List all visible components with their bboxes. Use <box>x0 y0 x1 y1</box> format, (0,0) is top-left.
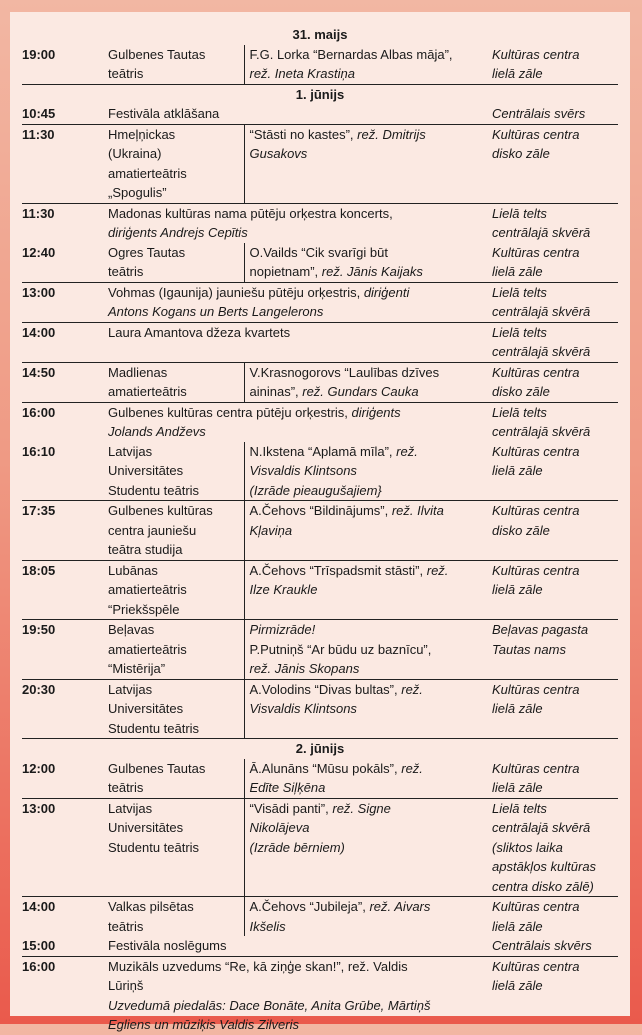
italic-text: disko zāle <box>492 146 550 161</box>
italic-text: lielā zāle <box>492 978 543 993</box>
performer-line: centra jauniešu <box>108 522 197 538</box>
text: A.Čehovs “Bildinājums”, <box>249 503 392 518</box>
play-line <box>250 45 491 65</box>
event-cell <box>108 956 490 1035</box>
italic-text: Kultūras centra <box>492 681 580 697</box>
text: Ā.Alunāns “Mūsu pokāls”, <box>249 760 402 776</box>
schedule-row <box>22 956 618 1035</box>
text: P.Putniņš “Ar būdu uz baznīcu”, <box>249 641 432 657</box>
event-cell <box>108 936 490 956</box>
text: “Stāsti no kastes”, <box>249 126 358 142</box>
venue-line <box>492 521 618 541</box>
performer-cell <box>108 620 244 680</box>
italic-text: rež. Gundars Cauka <box>302 384 419 399</box>
venue-line <box>492 838 618 858</box>
italic-text: rež. <box>401 681 423 697</box>
italic-text: Uzvedumā piedalās: Dace Bonāte, Anita Grūbe, Mārtiņš <box>108 997 431 1013</box>
venue-line <box>492 857 618 877</box>
performer-cell <box>108 362 244 402</box>
venue-line <box>492 680 618 700</box>
schedule-row <box>22 203 618 243</box>
play-line <box>250 481 491 501</box>
venue-line <box>492 897 618 917</box>
schedule-row <box>22 560 618 620</box>
text: aininas”, <box>249 384 303 399</box>
venue-line <box>492 699 618 719</box>
play-cell <box>244 798 490 897</box>
time-cell: 11:30 <box>22 124 108 203</box>
time-cell: 13:00 <box>22 798 108 897</box>
italic-text: Jolands Andževs <box>108 424 206 439</box>
italic-text: centrālajā skvērā <box>492 225 591 240</box>
event-line <box>108 204 490 224</box>
text: A.Čehovs “Jubileja”, <box>249 899 370 914</box>
venue-line <box>492 104 618 124</box>
italic-text: Kļaviņa <box>249 522 293 538</box>
performer-cell <box>108 560 244 620</box>
venue-cell <box>490 442 618 501</box>
venue-cell <box>490 679 618 739</box>
italic-text: Kultūras centra <box>492 364 580 380</box>
italic-text: rež. Dmitrijs <box>357 126 426 142</box>
performer-cell <box>108 45 244 85</box>
play-cell <box>244 124 490 203</box>
time-cell: 14:00 <box>22 897 108 937</box>
italic-text: rež. Jānis Skopans <box>249 661 360 676</box>
italic-text: disko zāle <box>492 522 550 538</box>
italic-text: Lielā telts <box>492 404 547 420</box>
italic-text: Pirmizrāde! <box>249 622 316 637</box>
italic-text: Edīte Siļķēna <box>249 780 326 795</box>
italic-text: Ikšelis <box>249 918 286 934</box>
text: nopietnam”, <box>249 264 322 279</box>
text: Gulbenes kultūras centra pūtēju orķestris, <box>108 404 352 420</box>
venue-line <box>492 620 618 640</box>
venue-line <box>492 561 618 581</box>
play-line <box>250 759 491 779</box>
event-note <box>108 1015 490 1035</box>
italic-text: Nikolājeva <box>249 820 310 835</box>
play-cell <box>244 620 490 680</box>
venue-line <box>492 323 618 343</box>
schedule-row <box>22 362 618 402</box>
time-cell: 18:05 <box>22 560 108 620</box>
play-cell <box>244 759 490 799</box>
italic-text: centrālajā skvērā <box>492 344 591 359</box>
text: V.Krasnogorovs “Laulības dzīves <box>249 364 440 380</box>
time-cell: 20:30 <box>22 679 108 739</box>
performer-line: Gulbenes Tautas <box>108 46 206 62</box>
text: Laura Amantova džeza kvartets <box>108 324 291 340</box>
play-cell <box>244 560 490 620</box>
time-cell: 14:00 <box>22 322 108 362</box>
italic-text: Lielā telts <box>492 205 547 221</box>
italic-text: Kultūras centra <box>492 760 580 776</box>
venue-cell <box>490 203 618 243</box>
schedule-row <box>22 442 618 501</box>
venue-line <box>492 976 618 996</box>
play-line <box>250 580 491 600</box>
event-line <box>108 104 490 124</box>
play-cell <box>244 442 490 501</box>
play-line <box>250 243 491 263</box>
performer-line: teātris <box>108 918 144 934</box>
time-cell: 15:00 <box>22 938 56 953</box>
time-cell: 12:00 <box>22 760 56 776</box>
performer-line: Universitātes <box>108 820 184 835</box>
italic-text: rež. Ilvita <box>391 503 444 518</box>
time-cell: 10:45 <box>22 106 56 121</box>
time-cell: 16:10 <box>22 443 56 459</box>
play-cell <box>244 362 490 402</box>
event-line <box>108 936 490 956</box>
italic-text: Kultūras centra <box>492 958 580 974</box>
venue-line <box>492 818 618 838</box>
performer-line: Latvijas <box>108 800 153 816</box>
performer-line: Lubānas <box>108 562 158 578</box>
venue-line <box>492 580 618 600</box>
italic-text: (sliktos laika <box>492 839 563 855</box>
italic-text: diriģents <box>351 404 401 420</box>
schedule-row <box>22 897 618 937</box>
performer-line: Madlienas <box>108 364 168 380</box>
italic-text: disko zāle <box>492 384 550 399</box>
schedule-row <box>22 322 618 362</box>
schedule-row <box>22 501 618 561</box>
italic-text: lielā zāle <box>492 918 543 934</box>
performer-line: Studentu teātris <box>108 839 200 855</box>
text: Muzikāls uzvedums “Re, kā ziņģe skan!”, rež. Valdis <box>108 958 408 974</box>
performer-line: amatierteātris <box>108 384 187 399</box>
italic-text: Gusakovs <box>249 146 308 161</box>
italic-text: Ilze Kraukle <box>249 582 318 597</box>
italic-text: rež. Aivars <box>369 899 431 914</box>
performer-line: “Priekšspēle <box>108 601 180 617</box>
venue-line <box>492 403 618 423</box>
event-cell <box>108 203 490 243</box>
performer-line: teātris <box>108 66 144 81</box>
italic-text: Lielā telts <box>492 284 547 300</box>
italic-text: rež. Signe <box>332 800 391 816</box>
italic-text: Lielā telts <box>492 800 547 816</box>
performer-line: amatierteātris <box>108 165 187 181</box>
day-header-row <box>22 84 618 104</box>
event-cell <box>108 104 490 124</box>
play-line <box>250 680 491 700</box>
italic-text: Kultūras centra <box>492 503 580 518</box>
event-line <box>108 323 490 343</box>
play-line <box>250 799 491 819</box>
venue-line <box>492 125 618 145</box>
schedule-row <box>22 243 618 283</box>
event-cell <box>108 322 490 362</box>
venue-cell <box>490 560 618 620</box>
schedule-row <box>22 936 618 956</box>
italic-text: Tautas nams <box>492 641 566 657</box>
venue-cell <box>490 936 618 956</box>
performer-line: Universitātes <box>108 463 184 478</box>
event-line <box>108 976 490 996</box>
italic-text: lielā zāle <box>492 582 543 597</box>
performer-line: Gulbenes kultūras <box>108 503 213 518</box>
play-line <box>250 382 491 402</box>
italic-text: Kultūras centra <box>492 443 580 459</box>
venue-line <box>492 262 618 282</box>
performer-cell <box>108 679 244 739</box>
time-cell: 16:00 <box>22 956 108 1035</box>
play-line <box>250 461 491 481</box>
italic-text: Centrālais skvērs <box>492 938 592 953</box>
venue-cell <box>490 501 618 561</box>
italic-text: Kultūras centra <box>492 46 580 62</box>
day-header: 1. jūnijs <box>22 84 618 104</box>
play-line <box>250 838 491 858</box>
venue-line <box>492 64 618 84</box>
time-cell: 12:40 <box>22 244 56 260</box>
text: Vohmas (Igaunija) jauniešu pūtēju orķestris, <box>108 284 364 300</box>
time-cell: 11:30 <box>22 203 108 243</box>
italic-text: Beļavas pagasta <box>492 622 589 637</box>
performer-line: “Mistērija” <box>108 661 166 676</box>
schedule-row <box>22 620 618 680</box>
performer-line: Studentu teātris <box>108 482 200 498</box>
venue-cell <box>490 798 618 897</box>
venue-cell <box>490 322 618 362</box>
italic-text: lielā zāle <box>492 701 543 716</box>
play-cell <box>244 243 490 283</box>
performer-line: Ogres Tautas <box>108 244 186 260</box>
italic-text: Visvaldis Klintsons <box>249 701 357 716</box>
event-note <box>108 996 490 1016</box>
play-line <box>250 125 491 145</box>
italic-text: rež. <box>426 562 449 578</box>
time-cell: 17:35 <box>22 501 108 561</box>
play-line <box>250 262 491 282</box>
venue-line <box>492 45 618 65</box>
italic-text: rež. Ineta Krastiņa <box>249 66 355 81</box>
schedule-row <box>22 104 618 124</box>
performer-line: „Spogulis” <box>108 185 167 200</box>
time-cell: 13:00 <box>22 282 108 322</box>
play-cell <box>244 679 490 739</box>
performer-cell <box>108 124 244 203</box>
text: Festivāla atklāšana <box>108 106 220 121</box>
venue-line <box>492 442 618 462</box>
venue-line <box>492 461 618 481</box>
italic-text: Lielā telts <box>492 324 547 340</box>
play-cell <box>244 501 490 561</box>
event-cell <box>108 402 490 442</box>
italic-text: diriģents Andrejs Cepītis <box>108 225 248 240</box>
italic-text: Egliens un mūziķis Valdis Zilveris <box>108 1017 299 1032</box>
italic-text: centrālajā skvērā <box>492 304 591 319</box>
schedule-row <box>22 402 618 442</box>
venue-line <box>492 936 618 956</box>
venue-line <box>492 363 618 383</box>
performer-cell <box>108 798 244 897</box>
venue-cell <box>490 45 618 85</box>
italic-text: lielā zāle <box>492 463 543 478</box>
text: N.Ikstena “Aplamā mīla”, <box>249 443 397 459</box>
venue-line <box>492 640 618 660</box>
performer-line: Gulbenes Tautas <box>108 760 206 776</box>
venue-line <box>492 302 618 322</box>
venue-line <box>492 382 618 402</box>
event-line <box>108 403 490 423</box>
italic-text: apstākļos kultūras <box>492 859 597 874</box>
performer-line: Latvijas <box>108 681 153 697</box>
performer-line: (Ukraina) <box>108 146 162 161</box>
play-line <box>250 144 491 164</box>
performer-line: Latvijas <box>108 443 153 459</box>
play-line <box>250 442 491 462</box>
italic-text: lielā zāle <box>492 264 543 279</box>
venue-cell <box>490 282 618 322</box>
text: Madonas kultūras nama pūtēju orķestra koncerts, <box>108 205 393 221</box>
venue-line <box>492 243 618 263</box>
play-line <box>250 64 491 84</box>
schedule-row <box>22 679 618 739</box>
time-cell: 19:00 <box>22 46 56 62</box>
performer-line: amatierteātris <box>108 641 187 657</box>
venue-cell <box>490 956 618 1035</box>
venue-cell <box>490 243 618 283</box>
italic-text: Visvaldis Klintsons <box>249 463 357 478</box>
italic-text: Kultūras centra <box>492 562 580 578</box>
venue-line <box>492 223 618 243</box>
event-line <box>108 422 490 442</box>
venue-cell <box>490 362 618 402</box>
text: Festivāla noslēgums <box>108 938 227 953</box>
event-line <box>108 957 490 977</box>
venue-cell <box>490 620 618 680</box>
italic-text: Kultūras centra <box>492 126 580 142</box>
performer-cell <box>108 501 244 561</box>
play-line <box>250 778 491 798</box>
time-cell: 19:50 <box>22 620 108 680</box>
performer-cell <box>108 897 244 937</box>
performer-line: Universitātes <box>108 701 184 716</box>
italic-text: Kultūras centra <box>492 244 580 260</box>
italic-text: lielā zāle <box>492 780 543 795</box>
text: “Visādi panti”, <box>249 800 333 816</box>
schedule-table <box>22 25 618 1035</box>
event-cell <box>108 282 490 322</box>
performer-line: Valkas pilsētas <box>108 899 194 914</box>
performer-line: amatierteātris <box>108 582 187 597</box>
italic-text: Kultūras centra <box>492 899 580 914</box>
play-line <box>250 521 491 541</box>
play-line <box>250 501 491 521</box>
performer-cell <box>108 442 244 501</box>
play-line <box>250 917 491 937</box>
performer-line: teātris <box>108 780 144 795</box>
play-line <box>250 640 491 660</box>
event-line <box>108 302 490 322</box>
venue-line <box>492 144 618 164</box>
time-cell: 16:00 <box>22 402 108 442</box>
play-line <box>250 897 491 917</box>
day-header-row <box>22 25 618 45</box>
schedule-row <box>22 45 618 85</box>
italic-text: (Izrāde bērniem) <box>249 839 345 855</box>
italic-text: centrālajā skvērā <box>492 424 591 439</box>
venue-line <box>492 422 618 442</box>
italic-text: lielā zāle <box>492 66 543 81</box>
text: F.G. Lorka “Bernardas Albas māja”, <box>249 46 453 62</box>
day-header: 2. jūnijs <box>22 739 618 759</box>
venue-cell <box>490 759 618 799</box>
italic-text: rež. <box>401 760 423 776</box>
performer-line: Hmeļņickas <box>108 126 176 142</box>
italic-text: centra disko zālē) <box>492 878 594 894</box>
venue-line <box>492 283 618 303</box>
day-header: 31. maijs <box>292 27 348 42</box>
performer-line: teātra studija <box>108 542 183 557</box>
venue-cell <box>490 104 618 124</box>
venue-line <box>492 957 618 977</box>
time-cell: 14:50 <box>22 362 108 402</box>
schedule-sheet <box>10 12 630 1032</box>
text: Lūriņš <box>108 978 144 993</box>
italic-text: rež. <box>396 443 418 459</box>
italic-text: diriģenti <box>363 284 410 300</box>
italic-text: Antons Kogans un Berts Langelerons <box>108 304 324 319</box>
venue-cell <box>490 897 618 937</box>
venue-line <box>492 204 618 224</box>
italic-text: Centrālais svērs <box>492 106 586 121</box>
text: O.Vailds “Cik svarīgi būt <box>249 244 388 260</box>
venue-line <box>492 877 618 897</box>
venue-cell <box>490 124 618 203</box>
performer-line: Studentu teātris <box>108 720 200 736</box>
schedule-row <box>22 759 618 799</box>
day-header-row <box>22 739 618 759</box>
schedule-row <box>22 798 618 897</box>
venue-line <box>492 917 618 937</box>
venue-line <box>492 501 618 521</box>
event-line <box>108 223 490 243</box>
play-cell <box>244 897 490 937</box>
event-line <box>108 283 490 303</box>
schedule-row <box>22 282 618 322</box>
play-cell <box>244 45 490 85</box>
schedule-row <box>22 124 618 203</box>
performer-line: Beļavas <box>108 622 155 637</box>
play-line <box>250 659 491 679</box>
performer-cell <box>108 243 244 283</box>
play-line <box>250 699 491 719</box>
italic-text: rež. Jānis Kaijaks <box>321 264 423 279</box>
venue-line <box>492 759 618 779</box>
italic-text: centrālajā skvērā <box>492 820 591 835</box>
performer-line: teātris <box>108 264 144 279</box>
venue-line <box>492 342 618 362</box>
venue-line <box>492 799 618 819</box>
venue-line <box>492 778 618 798</box>
performer-cell <box>108 759 244 799</box>
text: A.Volodins “Divas bultas”, <box>249 681 402 697</box>
venue-cell <box>490 402 618 442</box>
play-line <box>250 620 491 640</box>
play-line <box>250 818 491 838</box>
italic-text: (Izrāde pieaugušajiem} <box>249 482 382 498</box>
play-line <box>250 561 491 581</box>
text: A.Čehovs “Trīspadsmit stāsti”, <box>249 562 427 578</box>
play-line <box>250 363 491 383</box>
